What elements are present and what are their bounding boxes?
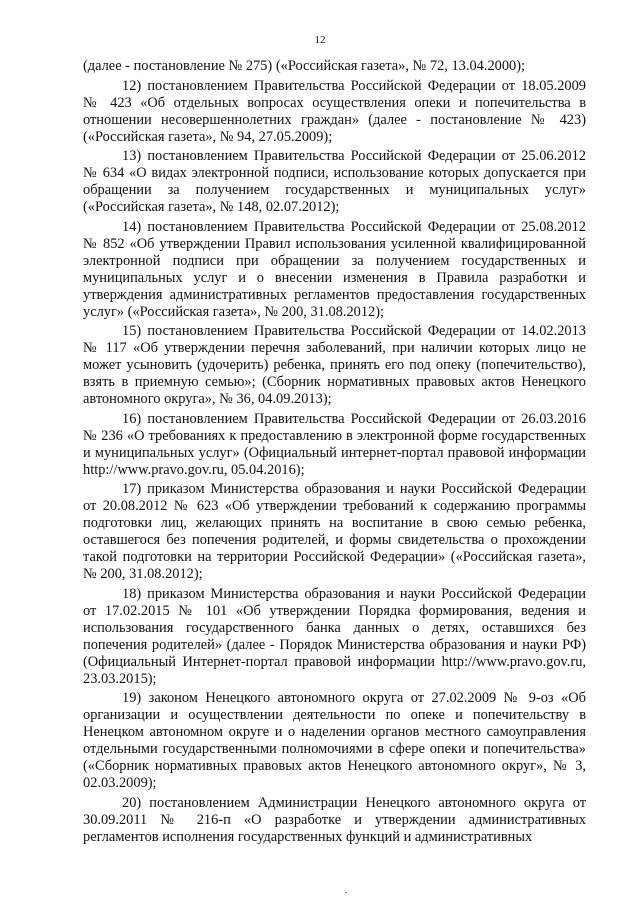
paragraph-item-20: 20) постановлением Администрации Ненецкого автономного округа от 30.09.2011 № 216-п «О разработке и утверждении административных регламентов исполнения государственных функций и административных xyxy=(83,794,586,845)
paragraph-item-17: 17) приказом Министерства образования и науки Российской Федерации от 20.08.2012 № 623 «Об утверждении требований к содержанию программы подготовки лиц, желающих принять на воспитание в свою семью ребенка, оставшегося без попечения родителей, и формы свидетельства о прохождении такой подготовки на территории Российской Федерации» («Российская газета», № 200, 31.08.2012); xyxy=(83,481,586,582)
paragraph-item-18: 18) приказом Министерства образования и науки Российской Федерации от 17.02.2015 № 101 «Об утверждении Порядка формирования, ведения и использования государственного банка данных о детях, оставшихся без попечения родителей» (далее - Порядок Министерства образования и науки РФ) (Официальный Интернет-портал правовой информации http://www.pravo.gov.ru, 23.03.2015); xyxy=(83,585,586,687)
paragraph-item-19: 19) законом Ненецкого автономного округа от 27.02.2009 № 9-оз «Об организации и осуществлении деятельности по опеке и попечительству в Ненецком автономном округе и о наделении органов местного самоуправления отдельными государственными полномочиями в сфере опеки и попечительства» («Сборник нормативных правовых актов Ненецкого автономного округ», № 3, 02.03.2009); xyxy=(83,690,586,791)
paragraph-item-12: 12) постановлением Правительства Российской Федерации от 18.05.2009 № 423 «Об отдельных вопросах осуществления опеки и попечительства в отношении несовершеннолетних граждан» (далее - постановление № 423) («Российская газета», № 94, 27.05.2009); xyxy=(83,77,586,145)
paragraph-item-15: 15) постановлением Правительства Российской Федерации от 14.02.2013 № 117 «Об утверждении перечня заболеваний, при наличии которых лицо не может усыновить (удочерить) ребенка, принять его под опеку (попечительство), взять в приемную семью»; (Сборник нормативных правовых актов Ненецкого автономного округа», № 36, 04.09.2013); xyxy=(83,323,586,407)
paragraph-continuation: (далее - постановление № 275) («Российская газета», № 72, 13.04.2000); xyxy=(83,58,526,74)
paragraph-item-13: 13) постановлением Правительства Российской Федерации от 25.06.2012 № 634 «О видах электронной подписи, использование которых допускается при обращении за получением государственных и муниципальных услуг» («Российская газета», № 148, 02.07.2012); xyxy=(83,148,586,215)
paragraph-item-14: 14) постановлением Правительства Российской Федерации от 25.08.2012 № 852 «Об утверждении Правил использования усиленной квалифицированной электронной подписи при обращении за получением государственных и муниципальных услуг и о внесении изменения в Правила разработки и утверждения административных регламентов предоставления государственных услуг» («Российская газета», № 200, 31.08.2012); xyxy=(83,218,586,320)
paragraph-item-16: 16) постановлением Правительства Российской Федерации от 26.03.2016 № 236 «О требованиях к предоставлению в электронной форме государственных и муниципальных услуг» (Официальный интернет-портал правовой информации http://www.pravo.gov.ru, 05.04.2016); xyxy=(83,410,586,478)
page-number: 12 xyxy=(314,34,326,46)
document-body xyxy=(83,58,586,848)
scan-speck xyxy=(345,892,347,893)
